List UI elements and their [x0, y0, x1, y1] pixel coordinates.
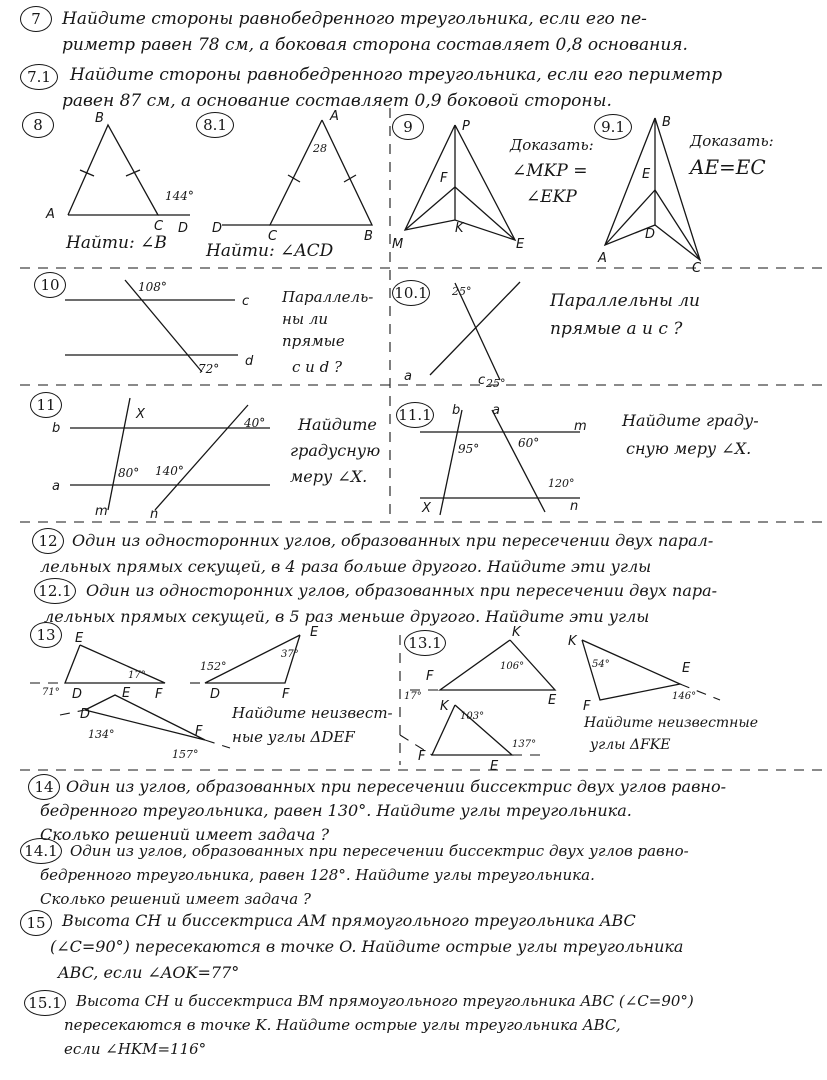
svg-text:E: E: [75, 631, 84, 646]
svg-text:n: n: [570, 499, 579, 514]
problem-number-12: 12: [32, 528, 64, 554]
problem-12-line-1: Один из односторонних углов, образованных при пересечении двух парал-: [72, 531, 714, 550]
figure-8-1-triangle: [212, 109, 373, 244]
problem-11-angle-3: 40°: [244, 416, 266, 430]
problem-13-angle-2: 71°: [42, 687, 60, 698]
problem-number-15-1: 15.1: [24, 990, 66, 1016]
svg-text:C: C: [154, 219, 164, 234]
problem-13-angle-5: 134°: [88, 728, 115, 741]
svg-text:E: E: [310, 625, 319, 640]
problem-10-angle-1: 108°: [138, 280, 167, 294]
svg-text:A: A: [598, 251, 607, 266]
svg-text:D: D: [178, 221, 189, 236]
problem-13-q-1: Найдите неизвест-: [232, 704, 393, 722]
svg-text:X: X: [422, 501, 431, 516]
problem-7-1-line-1: Найдите стороны равнобедренного треугольника, если его периметр: [70, 65, 723, 85]
svg-text:B: B: [662, 115, 671, 130]
svg-text:a: a: [52, 479, 60, 494]
svg-text:c: c: [242, 294, 250, 309]
problem-15-line-3: ABC, если ∠AOK=77°: [58, 963, 240, 982]
problem-8-1-angle: 28: [313, 142, 327, 155]
problem-11-1-q-1: Найдите граду-: [622, 411, 759, 430]
problem-15-line-1: Высота CH и биссектриса AM прямоугольного треугольника ABC: [62, 911, 636, 930]
problem-13-1-q-1: Найдите неизвестные: [584, 715, 759, 731]
problem-14-1-line-2: бедренного треугольника, равен 128°. Найдите углы треугольника.: [40, 866, 595, 884]
problem-number-14-1: 14.1: [20, 838, 62, 864]
svg-text:D: D: [645, 227, 656, 242]
problem-14-1-line-3: Сколько решений имеет задача ?: [40, 890, 311, 908]
problem-7-line-1: Найдите стороны равнобедренного треугольника, если его пе-: [62, 9, 647, 29]
svg-text:E: E: [642, 167, 651, 182]
problem-11-1-angle-1: 95°: [458, 442, 480, 456]
svg-text:B: B: [95, 111, 104, 126]
svg-text:B: B: [364, 229, 373, 244]
problem-9-1-prove-line-1: AE=EC: [690, 155, 766, 179]
problem-number-14: 14: [28, 774, 60, 800]
svg-text:F: F: [195, 724, 203, 739]
problem-14-line-1: Один из углов, образованных при пересечении биссектрис двух углов равно-: [66, 777, 726, 796]
svg-text:m: m: [95, 504, 108, 519]
svg-text:D: D: [210, 687, 221, 702]
problem-10-1-angle-1: 25°: [452, 285, 472, 298]
svg-text:c: c: [478, 373, 486, 388]
problem-13-q-2: ные углы ΔDEF: [232, 728, 355, 746]
problem-number-10-1: 10.1: [392, 280, 430, 306]
problem-15-1-line-1: Высота CH и биссектриса BM прямоугольного треугольника ABC (∠C=90°): [76, 992, 694, 1010]
svg-text:F: F: [440, 171, 448, 186]
problem-13-1-angle-5: 103°: [460, 711, 485, 722]
problem-11-1-q-2: сную меру ∠X.: [626, 439, 752, 458]
svg-text:E: E: [516, 237, 525, 252]
problem-8-1-find: Найти: ∠ACD: [206, 241, 334, 261]
problem-number-7: 7: [20, 6, 52, 32]
svg-text:A: A: [330, 109, 339, 124]
problem-number-12-1: 12.1: [34, 578, 76, 604]
problem-10-angle-2: 72°: [198, 362, 220, 376]
figure-11-1: [420, 403, 587, 516]
problem-15-1-line-2: пересекаются в точке K. Найдите острые углы треугольника ABC,: [64, 1016, 621, 1034]
problem-11-angle-2: 140°: [155, 464, 184, 478]
problem-13-1-angle-2: 17°: [404, 691, 422, 702]
problem-9-prove-title: Доказать:: [510, 136, 594, 154]
problem-number-13-1: 13.1: [404, 630, 446, 656]
problem-8-angle: 144°: [165, 189, 194, 203]
svg-text:X: X: [136, 407, 145, 422]
svg-text:D: D: [80, 707, 91, 722]
svg-text:E: E: [682, 661, 691, 676]
svg-text:D: D: [72, 687, 83, 702]
problem-11-q-3: меру ∠X.: [290, 467, 368, 486]
problem-13-angle-4: 152°: [200, 660, 227, 673]
problem-number-15: 15: [20, 910, 52, 936]
problem-10-q-4: c и d ?: [292, 358, 343, 376]
svg-text:D: D: [212, 221, 223, 236]
problem-number-8-1: 8.1: [196, 112, 234, 138]
problem-14-1-line-1: Один из углов, образованных при пересечении биссектрис двух углов равно-: [70, 842, 689, 860]
svg-text:n: n: [150, 507, 159, 522]
svg-text:E: E: [548, 693, 557, 708]
svg-text:F: F: [418, 749, 426, 764]
svg-text:K: K: [455, 221, 464, 236]
problem-number-10: 10: [34, 272, 66, 298]
svg-text:b: b: [52, 421, 61, 436]
svg-text:C: C: [268, 229, 278, 244]
svg-text:K: K: [512, 625, 521, 640]
svg-text:a: a: [404, 369, 412, 384]
problem-13-angle-6: 157°: [172, 748, 199, 761]
problem-11-q-1: Найдите: [298, 415, 377, 434]
problem-13-angle-3: 37°: [281, 649, 299, 660]
problem-10-q-3: прямые: [282, 332, 345, 350]
problem-10-1-q-2: прямые a и c ?: [550, 319, 683, 339]
svg-text:P: P: [462, 119, 470, 134]
problem-11-q-2: градусную: [290, 441, 381, 460]
problem-number-13: 13: [30, 622, 62, 648]
svg-text:C: C: [692, 261, 702, 276]
problem-13-angle-1: 17°: [128, 670, 146, 681]
problem-13-1-angle-1: 106°: [500, 661, 525, 672]
problem-12-line-2: лельных прямых секущей, в 4 раза больше другого. Найдите эти углы: [40, 557, 652, 576]
svg-text:a: a: [492, 403, 500, 418]
svg-text:b: b: [452, 403, 461, 418]
problem-14-line-3: Сколько решений имеет задача ?: [40, 825, 330, 844]
problem-12-1-line-2: лельных прямых секущей, в 5 раз меньше другого. Найдите эти углы: [44, 607, 650, 626]
figure-8-triangle: [45, 111, 190, 236]
problem-number-11: 11: [30, 392, 62, 418]
problem-15-1-line-3: если ∠HKM=116°: [64, 1040, 207, 1058]
problem-9-prove-line-1: ∠MKP =: [512, 161, 588, 181]
problem-8-find: Найти: ∠B: [66, 233, 167, 253]
svg-text:d: d: [245, 354, 254, 369]
problem-number-9: 9: [392, 114, 424, 140]
svg-text:E: E: [490, 759, 499, 774]
svg-text:F: F: [583, 699, 591, 714]
problem-9-prove-line-2: ∠EKP: [526, 187, 577, 207]
svg-text:F: F: [426, 669, 434, 684]
problem-13-1-angle-4: 146°: [672, 691, 697, 702]
svg-text:K: K: [440, 699, 449, 714]
problem-14-line-2: бедренного треугольника, равен 130°. Найдите углы треугольника.: [40, 801, 632, 820]
problem-10-1-angle-2: 25°: [486, 377, 506, 390]
problem-11-angle-1: 80°: [118, 466, 140, 480]
problem-number-9-1: 9.1: [594, 114, 632, 140]
problem-10-1-q-1: Параллельны ли: [550, 291, 700, 311]
problem-11-1-angle-3: 120°: [548, 477, 575, 490]
svg-text:F: F: [155, 687, 163, 702]
problem-13-1-angle-3: 54°: [592, 659, 610, 670]
svg-text:A: A: [46, 207, 55, 222]
problem-11-1-angle-2: 60°: [518, 436, 540, 450]
svg-text:K: K: [568, 634, 577, 649]
svg-text:E: E: [122, 686, 131, 701]
problem-number-7-1: 7.1: [20, 64, 58, 90]
problem-9-1-prove-title: Доказать:: [690, 132, 774, 150]
problem-12-1-line-1: Один из односторонних углов, образованных при пересечении двух пара-: [86, 581, 718, 600]
svg-text:m: m: [574, 419, 587, 434]
problem-15-line-2: (∠C=90°) пересекаются в точке O. Найдите острые углы треугольника: [50, 937, 684, 956]
problem-13-1-angle-6: 137°: [512, 739, 537, 750]
problem-10-q-2: ны ли: [282, 310, 329, 328]
svg-text:M: M: [392, 237, 404, 252]
problem-10-q-1: Параллель-: [282, 288, 374, 306]
svg-text:F: F: [282, 687, 290, 702]
problem-7-line-2: риметр равен 78 см, а боковая сторона составляет 0,8 основания.: [62, 35, 688, 55]
problem-7-1-line-2: равен 87 см, а основание составляет 0,9 боковой стороны.: [62, 91, 612, 111]
problem-number-11-1: 11.1: [396, 402, 434, 428]
problem-13-1-q-2: углы ΔFKE: [590, 737, 671, 753]
problem-number-8: 8: [22, 112, 54, 138]
